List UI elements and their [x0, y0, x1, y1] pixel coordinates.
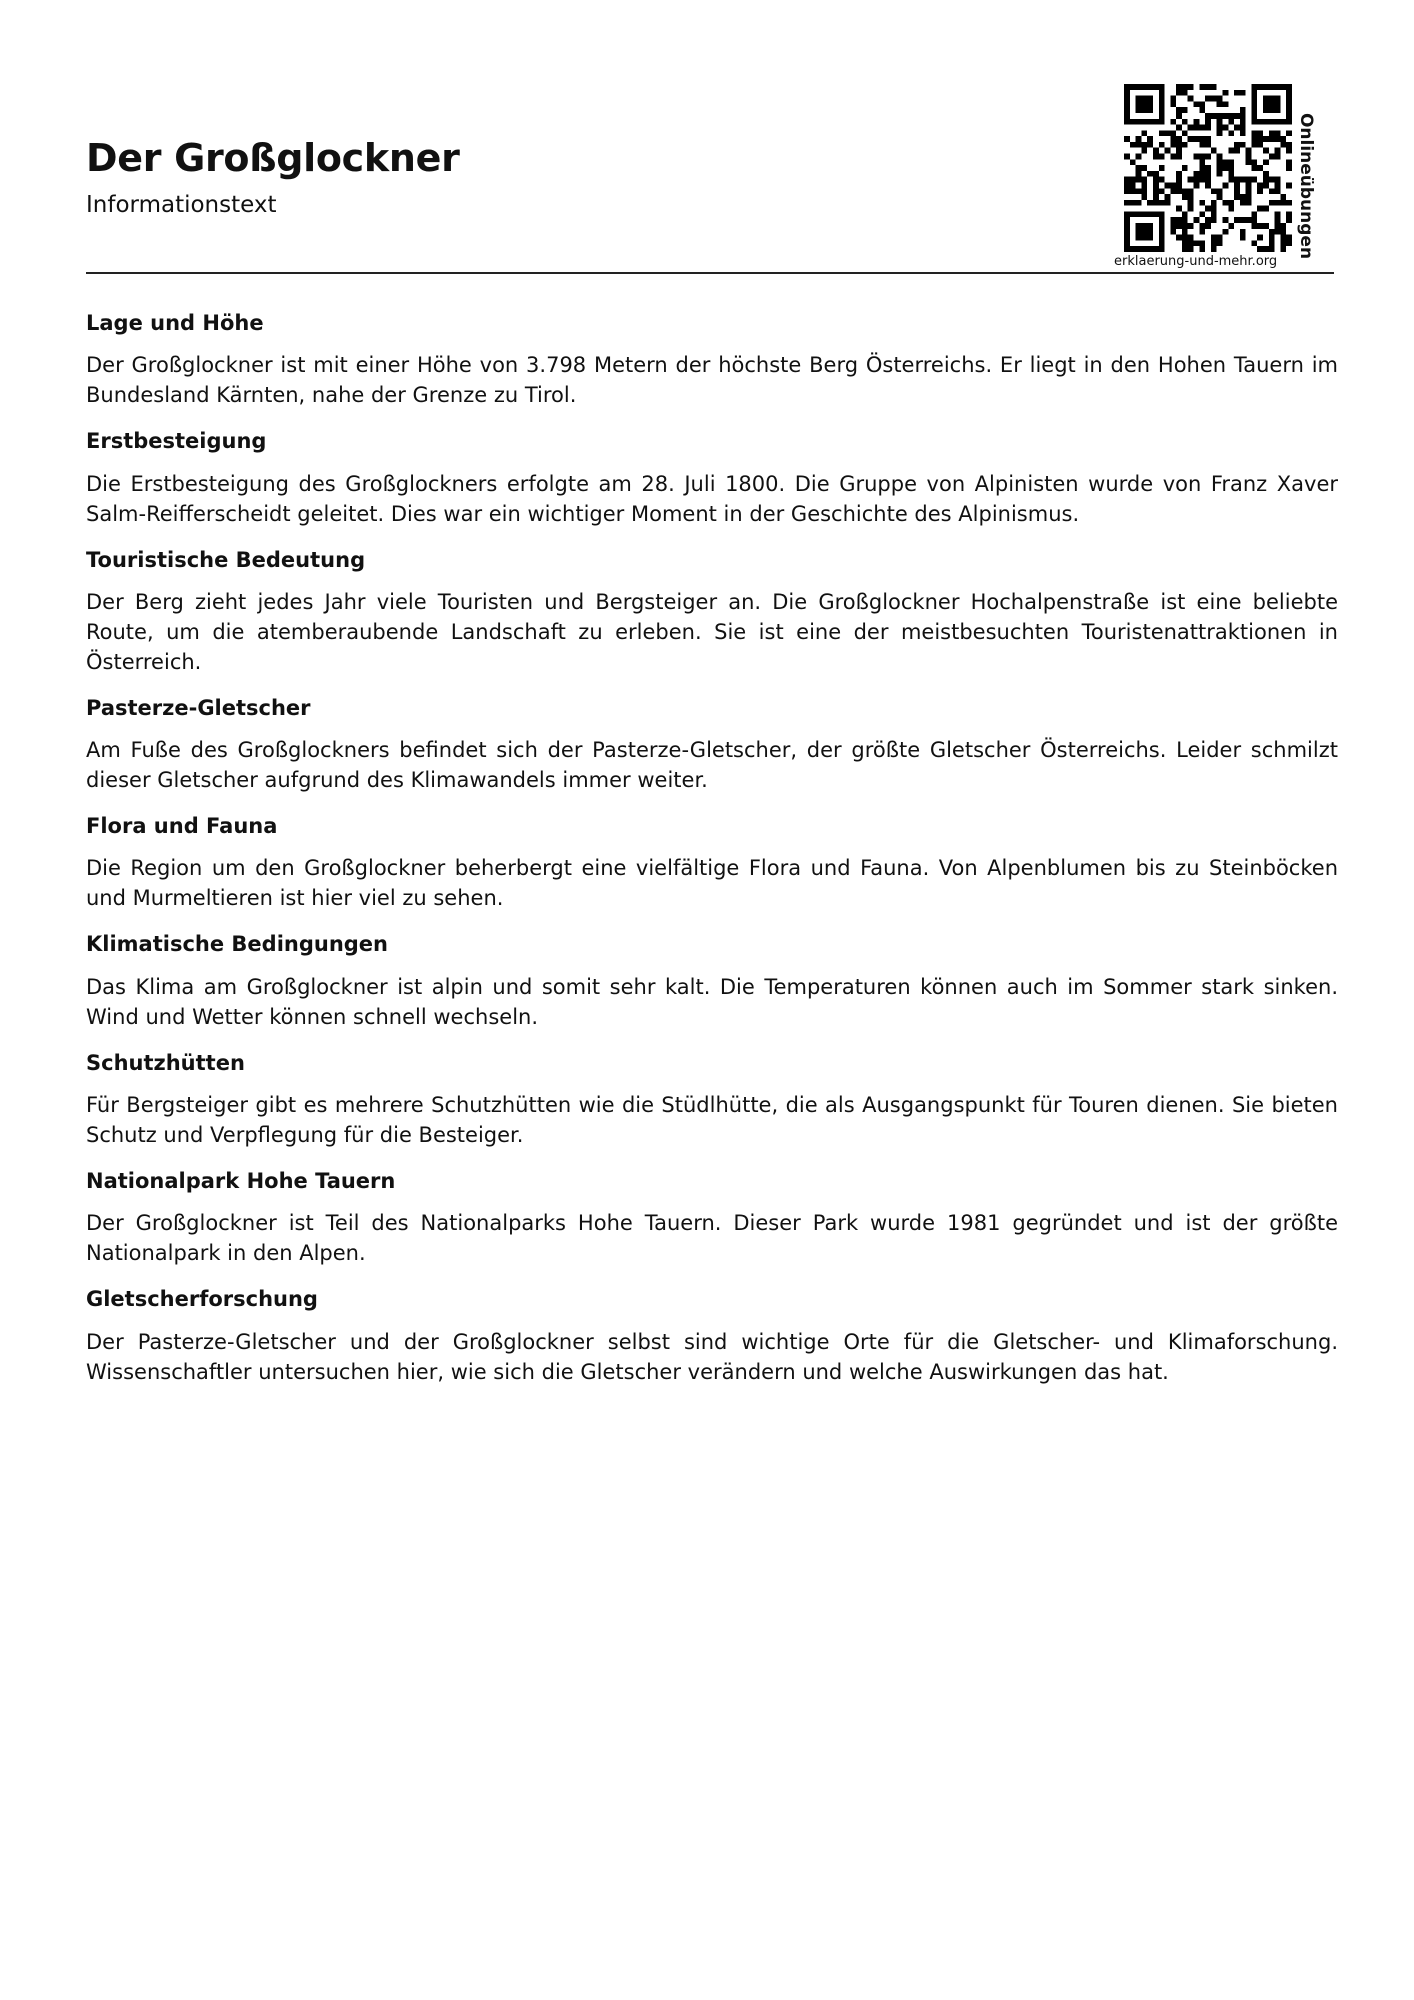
text-section — [86, 813, 1338, 913]
qr-code-block — [1114, 80, 1320, 275]
header-divider — [86, 272, 1334, 274]
section-paragraph: Der Berg zieht jedes Jahr viele Touristen und Bergsteiger an. Die Großglockner Hochalpenstraße ist eine beliebte Route, um die atemberaubende Landschaft zu erleben. Sie ist eine der meistbesuchten Touristenattraktionen in Österreich. — [86, 589, 1338, 674]
section-paragraph: Der Großglockner ist mit einer Höhe von 3.798 Metern der höchste Berg Österreichs. Er liegt in den Hohen Tauern im Bundesland Kärnten, nahe der Grenze zu Tirol. — [86, 353, 1338, 408]
text-section — [86, 310, 1338, 410]
section-heading: Touristische Bedeutung — [86, 547, 366, 572]
text-section — [86, 1050, 1338, 1150]
section-heading: Gletscherforschung — [86, 1287, 318, 1312]
section-paragraph: Am Fuße des Großglockners befindet sich der Pasterze-Gletscher, der größte Gletscher Österreichs. Leider schmilzt dieser Gletscher aufgrund des Klimawandels immer weiter. — [86, 738, 1338, 793]
document-body — [86, 310, 1338, 1405]
text-section — [86, 428, 1338, 528]
page-subtitle: Informationstext — [86, 192, 277, 218]
page-header — [86, 0, 1334, 276]
qr-url-label: erklaerung-und-mehr.org — [1114, 254, 1278, 269]
section-paragraph: Die Region um den Großglockner beherbergt eine vielfältige Flora und Fauna. Von Alpenblumen bis zu Steinböcken und Murmeltieren ist hier viel zu sehen. — [86, 856, 1338, 911]
section-paragraph: Das Klima am Großglockner ist alpin und somit sehr kalt. Die Temperaturen können auch im Sommer stark sinken. Wind und Wetter können schnell wechseln. — [86, 974, 1338, 1029]
text-section — [86, 547, 1338, 677]
section-heading: Flora und Fauna — [86, 814, 278, 839]
text-section — [86, 1168, 1338, 1268]
section-heading: Schutzhütten — [86, 1050, 245, 1075]
section-paragraph: Der Großglockner ist Teil des Nationalparks Hohe Tauern. Dieser Park wurde 1981 gegründet und ist der größte Nationalpark in den Alpen. — [86, 1211, 1338, 1266]
section-heading: Erstbesteigung — [86, 429, 267, 454]
page-title: Der Großglockner — [86, 136, 460, 180]
qr-code-icon[interactable] — [1124, 84, 1292, 252]
text-section — [86, 931, 1338, 1031]
section-paragraph: Der Pasterze-Gletscher und der Großglockner selbst sind wichtige Orte für die Gletscher- und Klimaforschung. Wissenschaftler untersuchen hier, wie sich die Gletscher verändern und welche Auswirkungen das hat. — [86, 1329, 1338, 1384]
section-heading: Lage und Höhe — [86, 311, 264, 335]
section-heading: Klimatische Bedingungen — [86, 932, 388, 957]
section-paragraph: Für Bergsteiger gibt es mehrere Schutzhütten wie die Stüdlhütte, die als Ausgangspunkt für Touren dienen. Sie bieten Schutz und Verpflegung für die Besteiger. — [86, 1093, 1338, 1148]
qr-side-label: Onlineübungen — [1296, 112, 1316, 260]
section-heading: Pasterze-Gletscher — [86, 695, 311, 720]
section-paragraph: Die Erstbesteigung des Großglockners erfolgte am 28. Juli 1800. Die Gruppe von Alpinisten wurde von Franz Xaver Salm-Reifferscheidt geleitet. Dies war ein wichtiger Moment in der Geschichte des Alpinismus. — [86, 471, 1338, 526]
text-section — [86, 1286, 1338, 1386]
section-heading: Nationalpark Hohe Tauern — [86, 1169, 396, 1194]
text-section — [86, 695, 1338, 795]
